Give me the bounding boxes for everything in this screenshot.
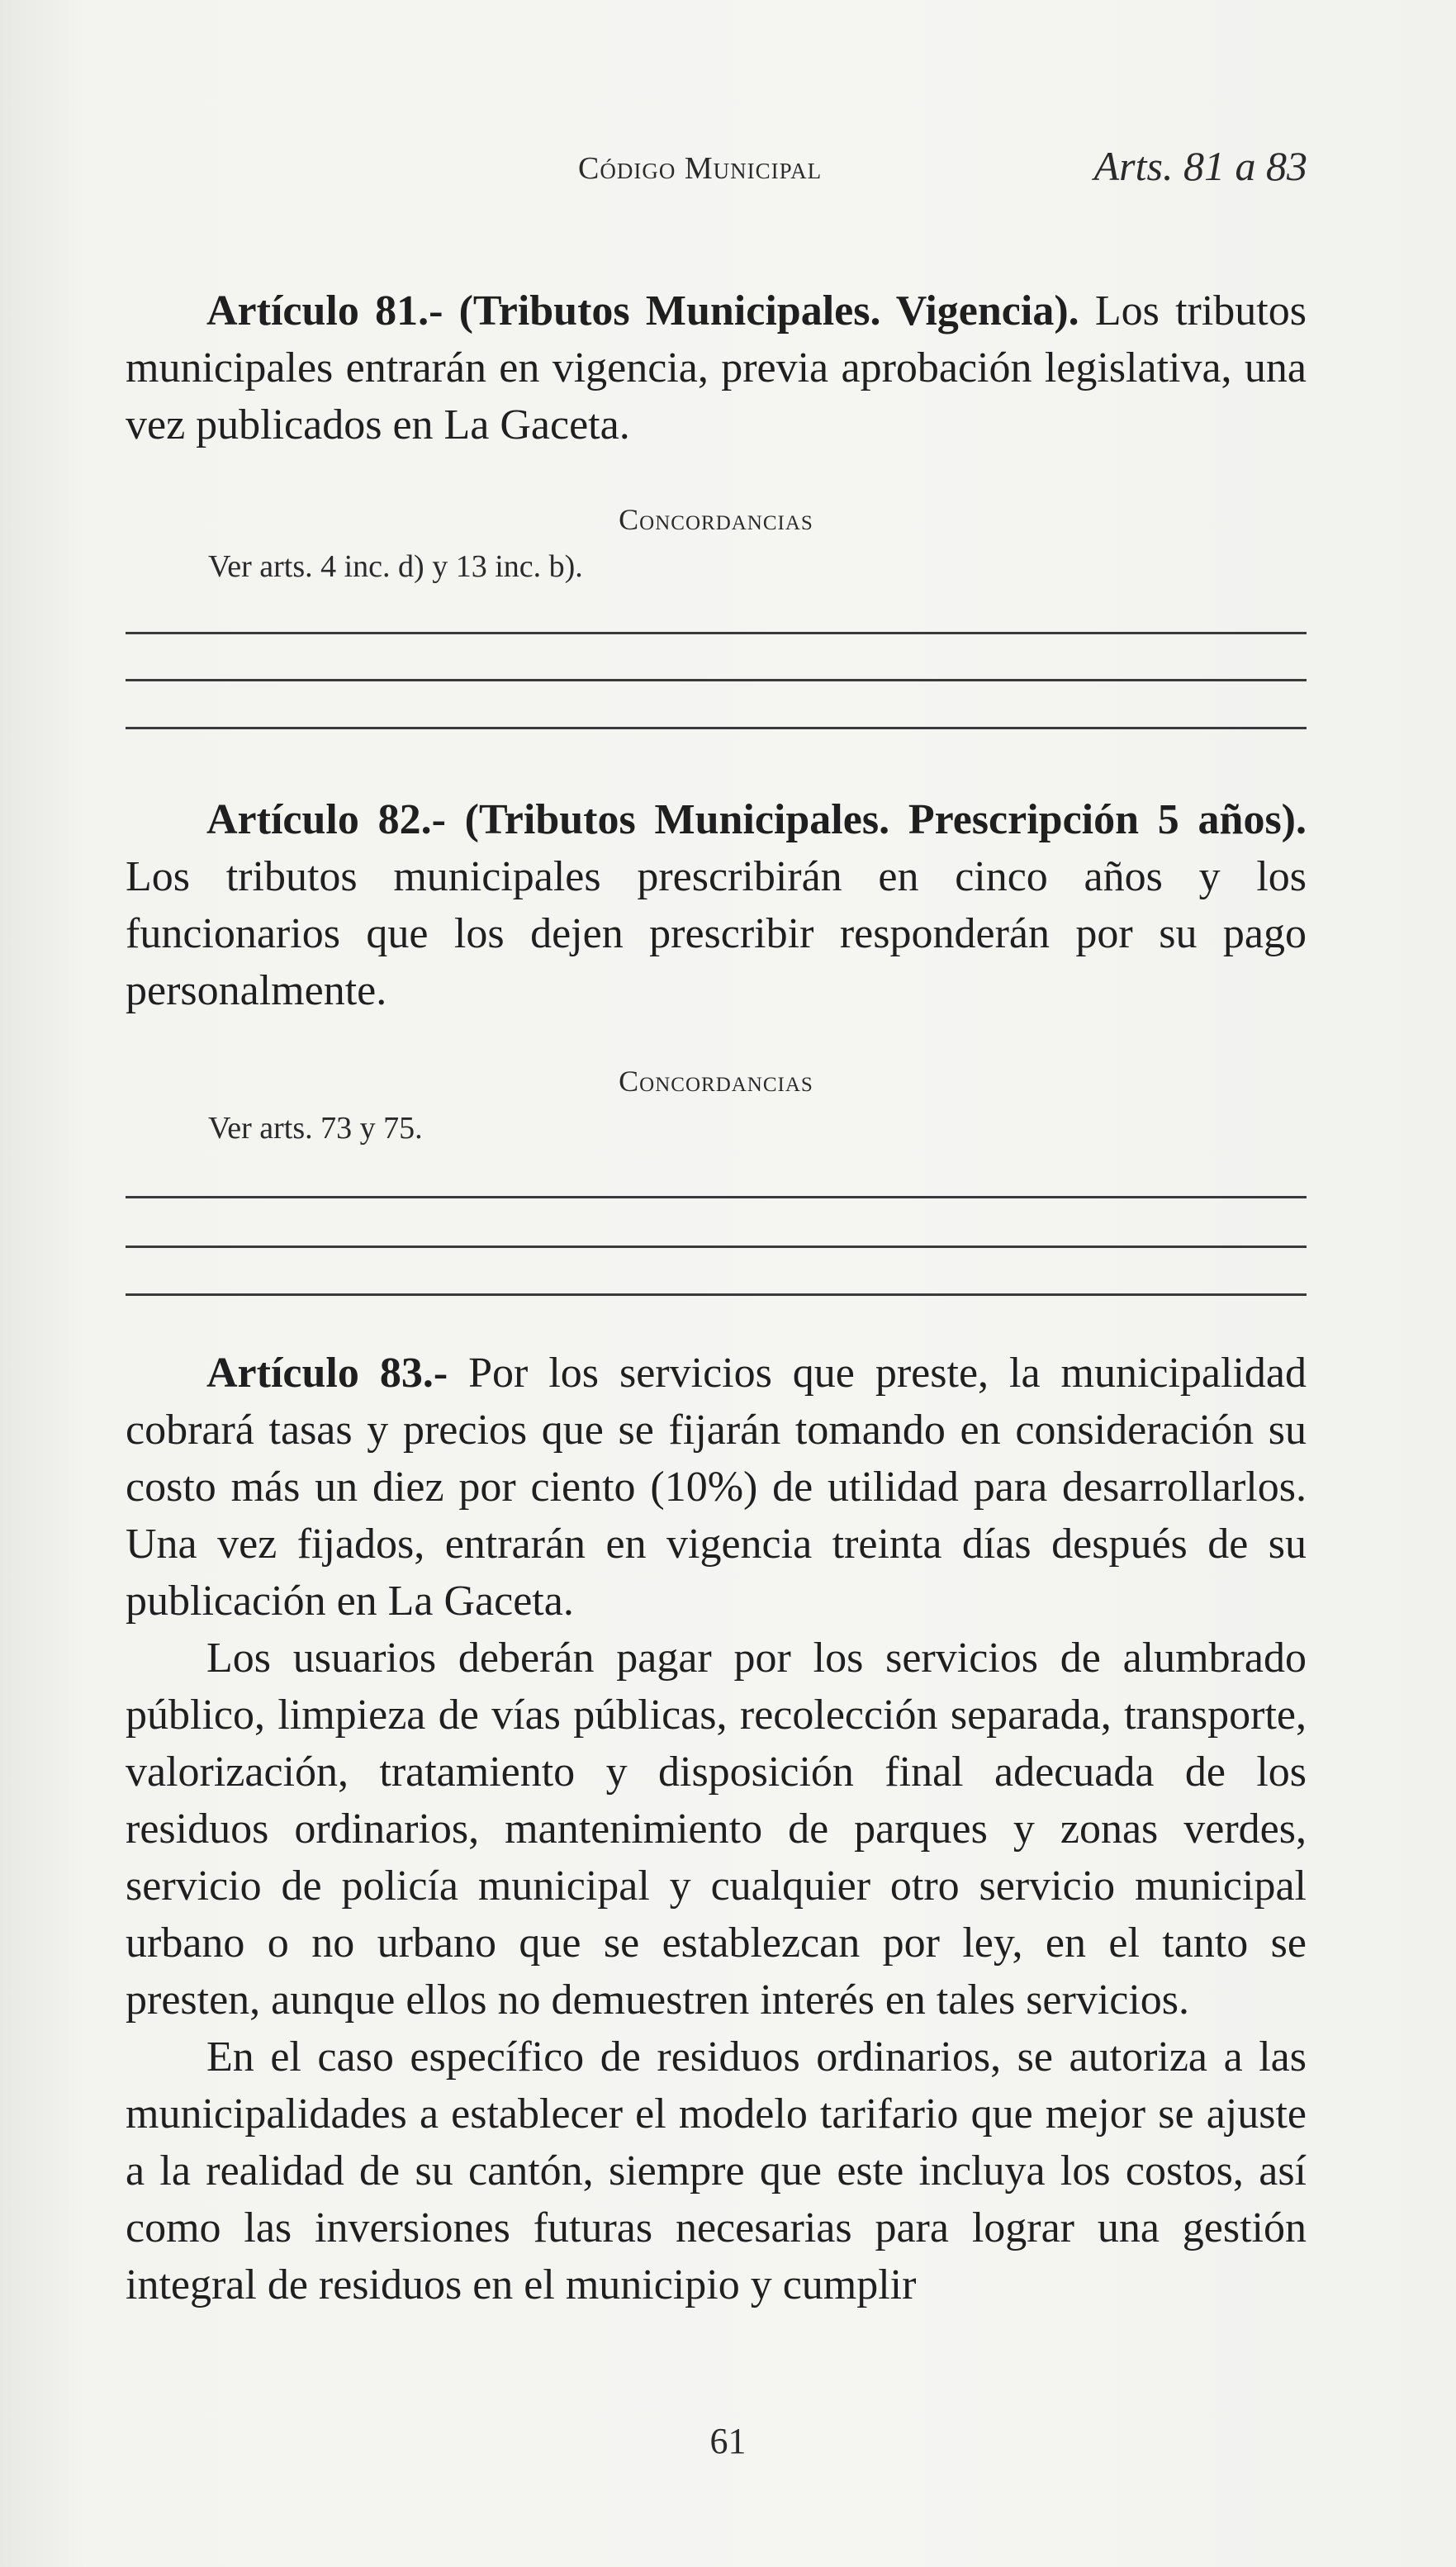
- running-head: [0, 142, 1456, 200]
- running-head-article-range: Arts. 81 a 83: [1093, 143, 1307, 189]
- note-line: [126, 727, 1307, 729]
- article-83-body: [126, 1345, 1307, 1630]
- page-number: 61: [709, 2421, 747, 2461]
- article-83: [126, 1345, 1307, 2313]
- article-83-text: Por los servicios que preste, la municipalidad cobrará tasas y precios que se fijarán tomando en consideración su costo más un diez por ciento (10%) de utilidad para desarrollarlos. Una vez fijados, entrarán en vigencia treinta días después de su publicación en La Gaceta.: [126, 1350, 1307, 1625]
- article-83-paragraph-2: Los usuarios deberán pagar por los servicios de alumbrado público, limpieza de vías públicas, recolección separada, transporte, valorización, tratamiento y disposición final adecuada de los residuos ordinarios, mantenimiento de parques y zonas verdes, servicio de policía municipal y cualquier otro servicio municipal urbano o no urbano que se establezcan por ley, en el tanto se presten, aunque ellos no demuestren interés en tales servicios.: [126, 1635, 1307, 2024]
- article-82-heading: Artículo 82.- (Tributos Municipales. Prescripción 5 años).: [206, 796, 1307, 843]
- running-head-title: Código Municipal: [578, 151, 823, 186]
- article-81-concordancias: [126, 502, 1307, 585]
- article-81-heading: Artículo 81.- (Tributos Municipales. Vigencia).: [206, 287, 1079, 335]
- note-line: [126, 1293, 1307, 1296]
- article-83-paragraph-3: En el caso específico de residuos ordinarios, se autoriza a las municipalidades a establecer el modelo tarifario que mejor se ajuste a la realidad de su cantón, siempre que este incluya los costos, así como las inversiones futuras necesarias para lograr una gestión integral de residuos en el municipio y cumplir: [126, 2033, 1307, 2308]
- article-81-text: Los tributos municipales entrarán en vigencia, previa aprobación legislativa, una vez publicados en La Gaceta.: [126, 287, 1307, 448]
- article-83-heading: Artículo 83.-: [206, 1350, 448, 1397]
- article-82-concordancias-heading: Concordancias: [619, 1065, 813, 1098]
- article-81-concordancias-text: Ver arts. 4 inc. d) y 13 inc. b).: [208, 549, 583, 584]
- article-81-body: [126, 282, 1307, 453]
- article-82-body: [126, 791, 1307, 1019]
- article-81-concordancias-heading: Concordancias: [619, 503, 813, 536]
- article-82-text: Los tributos municipales prescribirán en cinco años y los funcionarios que los dejen prescribir responderán por su pago personalmente.: [126, 853, 1307, 1014]
- article-82-concordancias-text: Ver arts. 73 y 75.: [208, 1111, 423, 1146]
- article-82-concordancias: [126, 1064, 1307, 1146]
- article-82: [126, 791, 1307, 1019]
- note-line: [126, 632, 1307, 634]
- note-line: [126, 1246, 1307, 1248]
- article-81: [126, 282, 1307, 453]
- note-line: [126, 679, 1307, 681]
- note-line: [126, 1196, 1307, 1198]
